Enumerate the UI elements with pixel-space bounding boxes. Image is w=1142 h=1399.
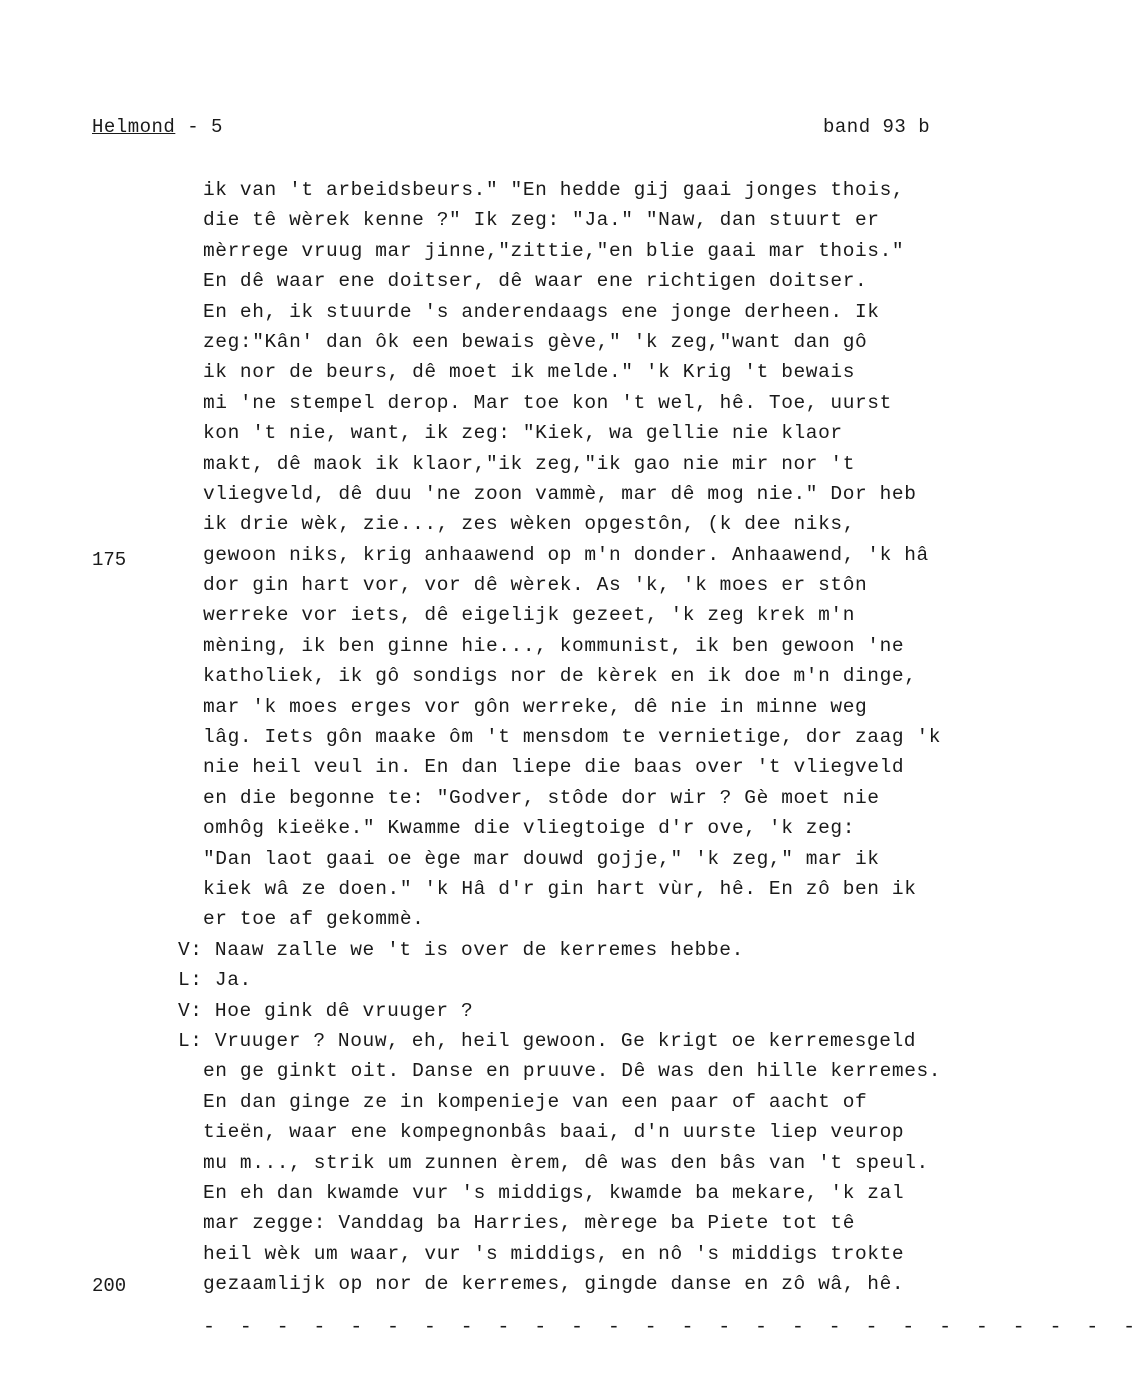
dashed-rule: - - - - - - - - - - - - - - - - - - - - - - - - - - xyxy=(203,1316,1142,1339)
transcript-line: V: Naaw zalle we 't is over de kerremes hebbe. xyxy=(178,938,744,961)
transcript-line: mar zegge: Vanddag ba Harries, mèrege ba Piete tot tê xyxy=(203,1212,856,1235)
transcript-line: lâg. Iets gôn maake ôm 't mensdom te vernietige, dor zaag 'k xyxy=(203,726,942,749)
transcript-line: en ge ginkt oit. Danse en pruuve. Dê was den hille kerremes. xyxy=(203,1060,942,1083)
transcript-line: en die begonne te: "Godver, stôde dor wir ? Gè moet nie xyxy=(203,786,880,809)
transcript-line: En eh, ik stuurde 's anderendaags ene jonge derheen. Ik xyxy=(203,300,880,323)
transcript-line: mar 'k moes erges vor gôn werreke, dê nie in minne weg xyxy=(203,695,868,718)
line-number-200: 200 xyxy=(92,1275,127,1297)
transcript-line: V: Hoe gink dê vruuger ? xyxy=(178,999,474,1022)
transcript-line: nie heil veul in. En dan liepe die baas over 't vliegveld xyxy=(203,756,905,779)
transcript-line: makt, dê maok ik klaor,"ik zeg,"ik gao nie mir nor 't xyxy=(203,452,856,475)
transcript-line: En dan ginge ze in kompenieje van een paar of aacht of xyxy=(203,1090,868,1113)
transcript-line: kon 't nie, want, ik zeg: "Kiek, wa gellie nie klaor xyxy=(203,422,843,445)
transcript-line: omhôg kieëke." Kwamme die vliegtoige d'r ove, 'k zeg: xyxy=(203,817,856,840)
transcript-line: dor gin hart vor, vor dê wèrek. As 'k, 'k moes er stôn xyxy=(203,574,868,597)
transcript-line: die tê wèrek kenne ?" Ik zeg: "Ja." "Naw, dan stuurt er xyxy=(203,209,880,232)
transcript-line: kiek wâ ze doen." 'k Hâ d'r gin hart vùr, hê. En zô ben ik xyxy=(203,877,917,900)
header-place: Helmond xyxy=(92,116,176,138)
transcript-line: heil wèk um waar, vur 's middigs, en nô 's middigs trokte xyxy=(203,1242,905,1265)
transcript-line: ik nor de beurs, dê moet ik melde." 'k Krig 't bewais xyxy=(203,361,856,384)
transcript-line: L: Vruuger ? Nouw, eh, heil gewoon. Ge krigt oe kerremesgeld xyxy=(178,1029,917,1052)
transcript-line: vliegveld, dê duu 'ne zoon vammè, mar dê mog nie." Dor heb xyxy=(203,482,917,505)
transcript-line: katholiek, ik gô sondigs nor de kèrek en ik doe m'n dinge, xyxy=(203,665,917,688)
transcript-line: "Dan laot gaai oe ège mar douwd gojje," 'k zeg," mar ik xyxy=(203,847,880,870)
transcript-line: ik drie wèk, zie..., zes wèken opgestôn, (k dee niks, xyxy=(203,513,856,536)
transcript-line: gezaamlijk op nor de kerremes, gingde danse en zô wâ, hê. xyxy=(203,1273,905,1296)
transcript-line: gewoon niks, krig anhaawend op m'n donder. Anhaawend, 'k hâ xyxy=(203,543,929,566)
transcript-line: ik van 't arbeidsbeurs." "En hedde gij gaai jonges thois, xyxy=(203,179,905,201)
header-band: band 93 b xyxy=(823,116,931,138)
transcript-line: tieën, waar ene kompegnonbâs baai, d'n uurste liep veurop xyxy=(203,1121,905,1144)
transcript-line: mu m..., strik um zunnen èrem, dê was den bâs van 't speul. xyxy=(203,1151,929,1174)
header-page-number: - 5 xyxy=(175,116,223,138)
transcript-line: En dê waar ene doitser, dê waar ene richtigen doitser. xyxy=(203,270,868,293)
transcript-line: En eh dan kwamde vur 's middigs, kwamde ba mekare, 'k zal xyxy=(203,1181,905,1204)
transcript-line: mèrrege vruug mar jinne,"zittie,"en blie gaai mar thois." xyxy=(203,239,905,262)
transcript-line: er toe af gekommè. xyxy=(203,908,425,931)
line-number-175: 175 xyxy=(92,549,127,571)
transcript-line: zeg:"Kân' dan ôk een bewais gève," 'k zeg,"want dan gô xyxy=(203,330,868,353)
transcript-line: L: Ja. xyxy=(178,969,252,992)
page-header-left xyxy=(92,116,223,138)
transcript-line: mi 'ne stempel derop. Mar toe kon 't wel, hê. Toe, uurst xyxy=(203,391,892,414)
transcript-line: werreke vor iets, dê eigelijk gezeet, 'k zeg krek m'n xyxy=(203,604,856,627)
transcript-body xyxy=(178,175,963,1299)
transcript-line: mèning, ik ben ginne hie..., kommunist, ik ben gewoon 'ne xyxy=(203,634,905,657)
